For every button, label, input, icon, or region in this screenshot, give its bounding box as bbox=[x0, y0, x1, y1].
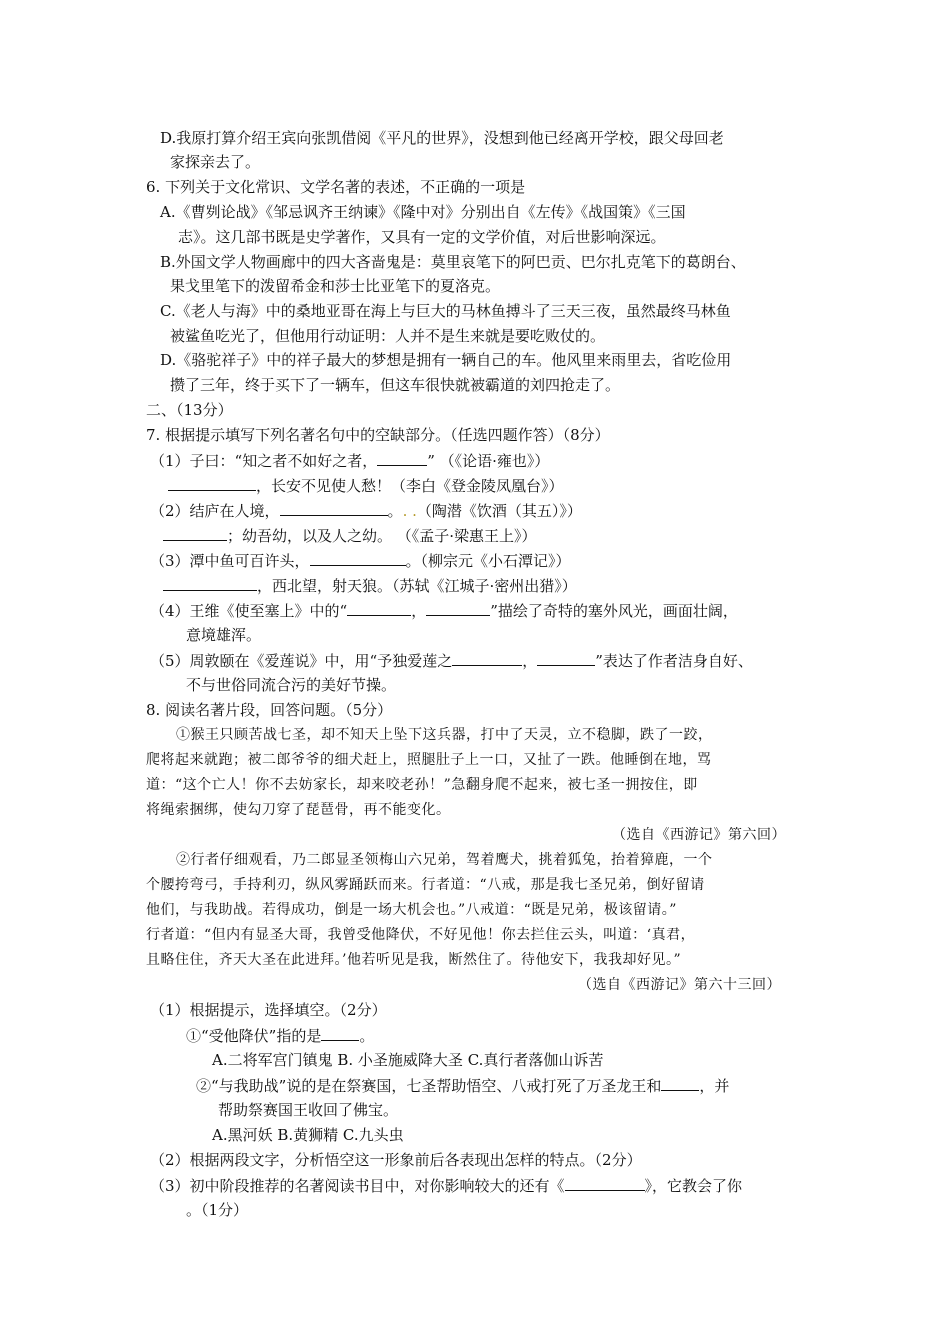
q7-item-3-text2: ，西北望，射天狼。（苏轼《江城子·密州出猎》） bbox=[257, 577, 577, 595]
q7-item-1-source: ” （《论语·雍也》） bbox=[427, 452, 550, 470]
passage-2-line5: 且略住住，齐天大圣在此进拜。’他若听见是我，断然住了。待他安下，我我却好见。” bbox=[146, 952, 682, 968]
q7-item-3-text: （3）潭中鱼可百许头， bbox=[150, 552, 310, 570]
sub-question-1-2 bbox=[196, 1075, 729, 1096]
sub-question-1-2-line2: 帮助祭赛国王收回了佛宝。 bbox=[218, 1101, 399, 1119]
q7-2-blank-2[interactable] bbox=[163, 525, 227, 541]
q7-item-2-source: （陶潜《饮酒（其五）》） bbox=[416, 502, 582, 520]
q7-item-1-line2 bbox=[168, 475, 564, 496]
q7-item-4-line2: 意境雄浑。 bbox=[186, 626, 262, 644]
sub-question-1-1-text: ①“受他降伏”指的是 bbox=[186, 1027, 322, 1045]
sub-question-2: （2）根据两段文字，分析悟空这一形象前后各表现出怎样的特点。（2分） bbox=[150, 1151, 642, 1169]
passage-2-line1: ②行者仔细观看，乃二郎显圣领梅山六兄弟，驾着鹰犬，挑着狐兔，抬着獐鹿，一个 bbox=[176, 852, 713, 868]
q6-option-c-line1: C.《老人与海》中的桑地亚哥在海上与巨大的马林鱼搏斗了三天三夜，虽然最终马林鱼 bbox=[160, 302, 731, 320]
q6-option-a-line2: 志》。这几部书既是史学著作，又具有一定的文学价值，对后世影响深远。 bbox=[178, 228, 666, 246]
q6-option-c-line2: 被鲨鱼吃光了，但他用行动证明：人并不是生来就是要吃败仗的。 bbox=[170, 327, 606, 345]
q7-1-blank-1[interactable] bbox=[377, 450, 427, 466]
sub-q1-1-blank[interactable] bbox=[321, 1025, 359, 1041]
passage-1-source: （选自《西游记》第六回） bbox=[612, 827, 786, 843]
question-6-stem: 6. 下列关于文化常识、文学名著的表述，不正确的一项是 bbox=[146, 178, 526, 196]
passage-2-line3: 他们，与我助战。若得成功，倒是一场大机会也。”八戒道：“既是兄弟，极该留请。” bbox=[146, 902, 677, 918]
q7-item-5-comma: ， bbox=[522, 652, 538, 670]
section-2-heading: 二、（13分） bbox=[146, 401, 233, 419]
q7-item-5-line2: 不与世俗同流合污的美好节操。 bbox=[186, 676, 397, 694]
q7-item-5-text2: ”表达了作者洁身自好、 bbox=[595, 652, 753, 670]
q6-option-b-line1: B.外国文学人物画廊中的四大吝啬鬼是：莫里哀笔下的阿巴贡、巴尔扎克笔下的葛朗台、 bbox=[160, 253, 746, 271]
q6-option-b-line2: 果戈里笔下的泼留希金和莎士比亚笔下的夏洛克。 bbox=[170, 277, 501, 295]
q7-item-1-line1 bbox=[150, 450, 549, 471]
sub-question-1-2-text: ②“与我助战”说的是在祭赛国，七圣帮助悟空、八戒打死了万圣龙王和 bbox=[196, 1077, 662, 1095]
q7-1-blank-2[interactable] bbox=[168, 475, 256, 491]
sub-question-1: （1）根据提示，选择填空。（2分） bbox=[150, 1001, 387, 1019]
passage-2-source: （选自《西游记》第六十三回） bbox=[578, 977, 781, 993]
q7-3-blank-2[interactable] bbox=[163, 575, 257, 591]
question-8-stem: 8. 阅读名著片段，回答问题。（5分） bbox=[146, 701, 393, 719]
q6-option-d-line2: 攒了三年，终于买下了一辆车，但这车很快就被霸道的刘四抢走了。 bbox=[170, 376, 621, 394]
q6-option-a-line1: A.《曹刿论战》《邹忌讽齐王纳谏》《隆中对》分别出自《左传》《战国策》《三国 bbox=[160, 203, 686, 221]
q7-item-4-text2: ”描绘了奇特的塞外风光，画面壮阔， bbox=[490, 602, 738, 620]
passage-1-line1: ①猴王只顾苦战七圣，却不知天上坠下这兵器，打中了天灵，立不稳脚，跌了一跤， bbox=[176, 727, 713, 743]
q7-item-5-line1 bbox=[150, 650, 753, 671]
q5-option-d-line2: 家探亲去了。 bbox=[170, 153, 261, 171]
sub-q3-book-blank[interactable] bbox=[565, 1175, 645, 1191]
q7-item-2-period: 。 bbox=[387, 502, 403, 520]
passage-1-line4: 将绳索捆绑，使勾刀穿了琵琶骨，再不能变化。 bbox=[146, 802, 451, 818]
q7-item-4-text: （4）王维《使至塞上》中的“ bbox=[150, 602, 348, 620]
passage-2-line4: 行者道：“但内有显圣大哥，我曾受他降伏，不好见他！你去拦住云头，叫道：‘真君， bbox=[146, 927, 696, 943]
sub-question-3-line2: 。（1分） bbox=[186, 1201, 249, 1219]
q7-3-blank-1[interactable] bbox=[310, 550, 406, 566]
passage-2-line2: 个腰挎弯弓，手持利刃，纵风雾踊跃而来。行者道：“八戒，那是我七圣兄弟，倒好留请 bbox=[146, 877, 705, 893]
q7-4-blank-2[interactable] bbox=[426, 600, 490, 616]
q7-item-3-line2 bbox=[163, 575, 577, 596]
q7-item-3-source: 。（柳宗元《小石潭记》） bbox=[405, 552, 571, 570]
q7-item-5-text: （5）周敦颐在《爱莲说》中，用“予独爱莲之 bbox=[150, 652, 453, 670]
q7-item-2-text2: ；幼吾幼，以及人之幼。 （《孟子·梁惠王上》） bbox=[227, 527, 537, 545]
q7-item-4-line1 bbox=[150, 600, 738, 621]
q7-item-2-line2 bbox=[163, 525, 537, 546]
q7-item-2-line1 bbox=[150, 500, 582, 521]
passage-1-line2: 爬将起来就跑；被二郎爷爷的细犬赶上，照腿肚子上一口，又扯了一跌。他睡倒在地，骂 bbox=[146, 752, 712, 768]
passage-1-line3: 道：“这个亡人！你不去妨家长，却来咬老孙！”急翻身爬不起来，被七圣一拥按住，即 bbox=[146, 777, 698, 793]
q6-option-d-line1: D.《骆驼祥子》中的祥子最大的梦想是拥有一辆自己的车。他风里来雨里去，省吃俭用 bbox=[160, 351, 732, 369]
sub-question-3 bbox=[150, 1175, 742, 1196]
stray-dots: . . bbox=[402, 502, 417, 520]
q7-5-blank-1[interactable] bbox=[452, 650, 522, 666]
sub-question-3-text2: 》，它教会了你 bbox=[644, 1177, 743, 1195]
q7-5-blank-2[interactable] bbox=[537, 650, 595, 666]
q7-item-1-text2: ，长安不见使人愁！（李白《登金陵凤凰台》） bbox=[256, 477, 564, 495]
sub-question-1-1-end: 。 bbox=[359, 1027, 375, 1045]
sub-q1-2-blank[interactable] bbox=[661, 1075, 699, 1091]
q7-item-3-line1 bbox=[150, 550, 571, 571]
q5-option-d-line1: D.我原打算介绍王宾向张凯借阅《平凡的世界》，没想到他已经离开学校，跟父母回老 bbox=[160, 129, 724, 147]
sub-question-1-1 bbox=[186, 1025, 374, 1046]
sub-question-1-1-options: A.二将军宫门镇鬼 B. 小圣施威降大圣 C.真行者落伽山诉苦 bbox=[212, 1051, 604, 1069]
q7-4-blank-1[interactable] bbox=[347, 600, 411, 616]
sub-question-1-2-end: ，并 bbox=[699, 1077, 730, 1095]
q7-item-1-text: （1）子曰：“知之者不如好之者， bbox=[150, 452, 378, 470]
q7-2-blank-1[interactable] bbox=[280, 500, 388, 516]
q7-item-4-comma: ， bbox=[411, 602, 427, 620]
question-7-stem: 7. 根据提示填写下列名著名句中的空缺部分。（任选四题作答）（8分） bbox=[146, 426, 610, 444]
q7-item-2-text: （2）结庐在人境， bbox=[150, 502, 280, 520]
sub-question-1-2-options: A.黑河妖 B.黄狮精 C.九头虫 bbox=[212, 1126, 404, 1144]
sub-question-3-text: （3）初中阶段推荐的名著阅读书目中，对你影响较大的还有《 bbox=[150, 1177, 565, 1195]
